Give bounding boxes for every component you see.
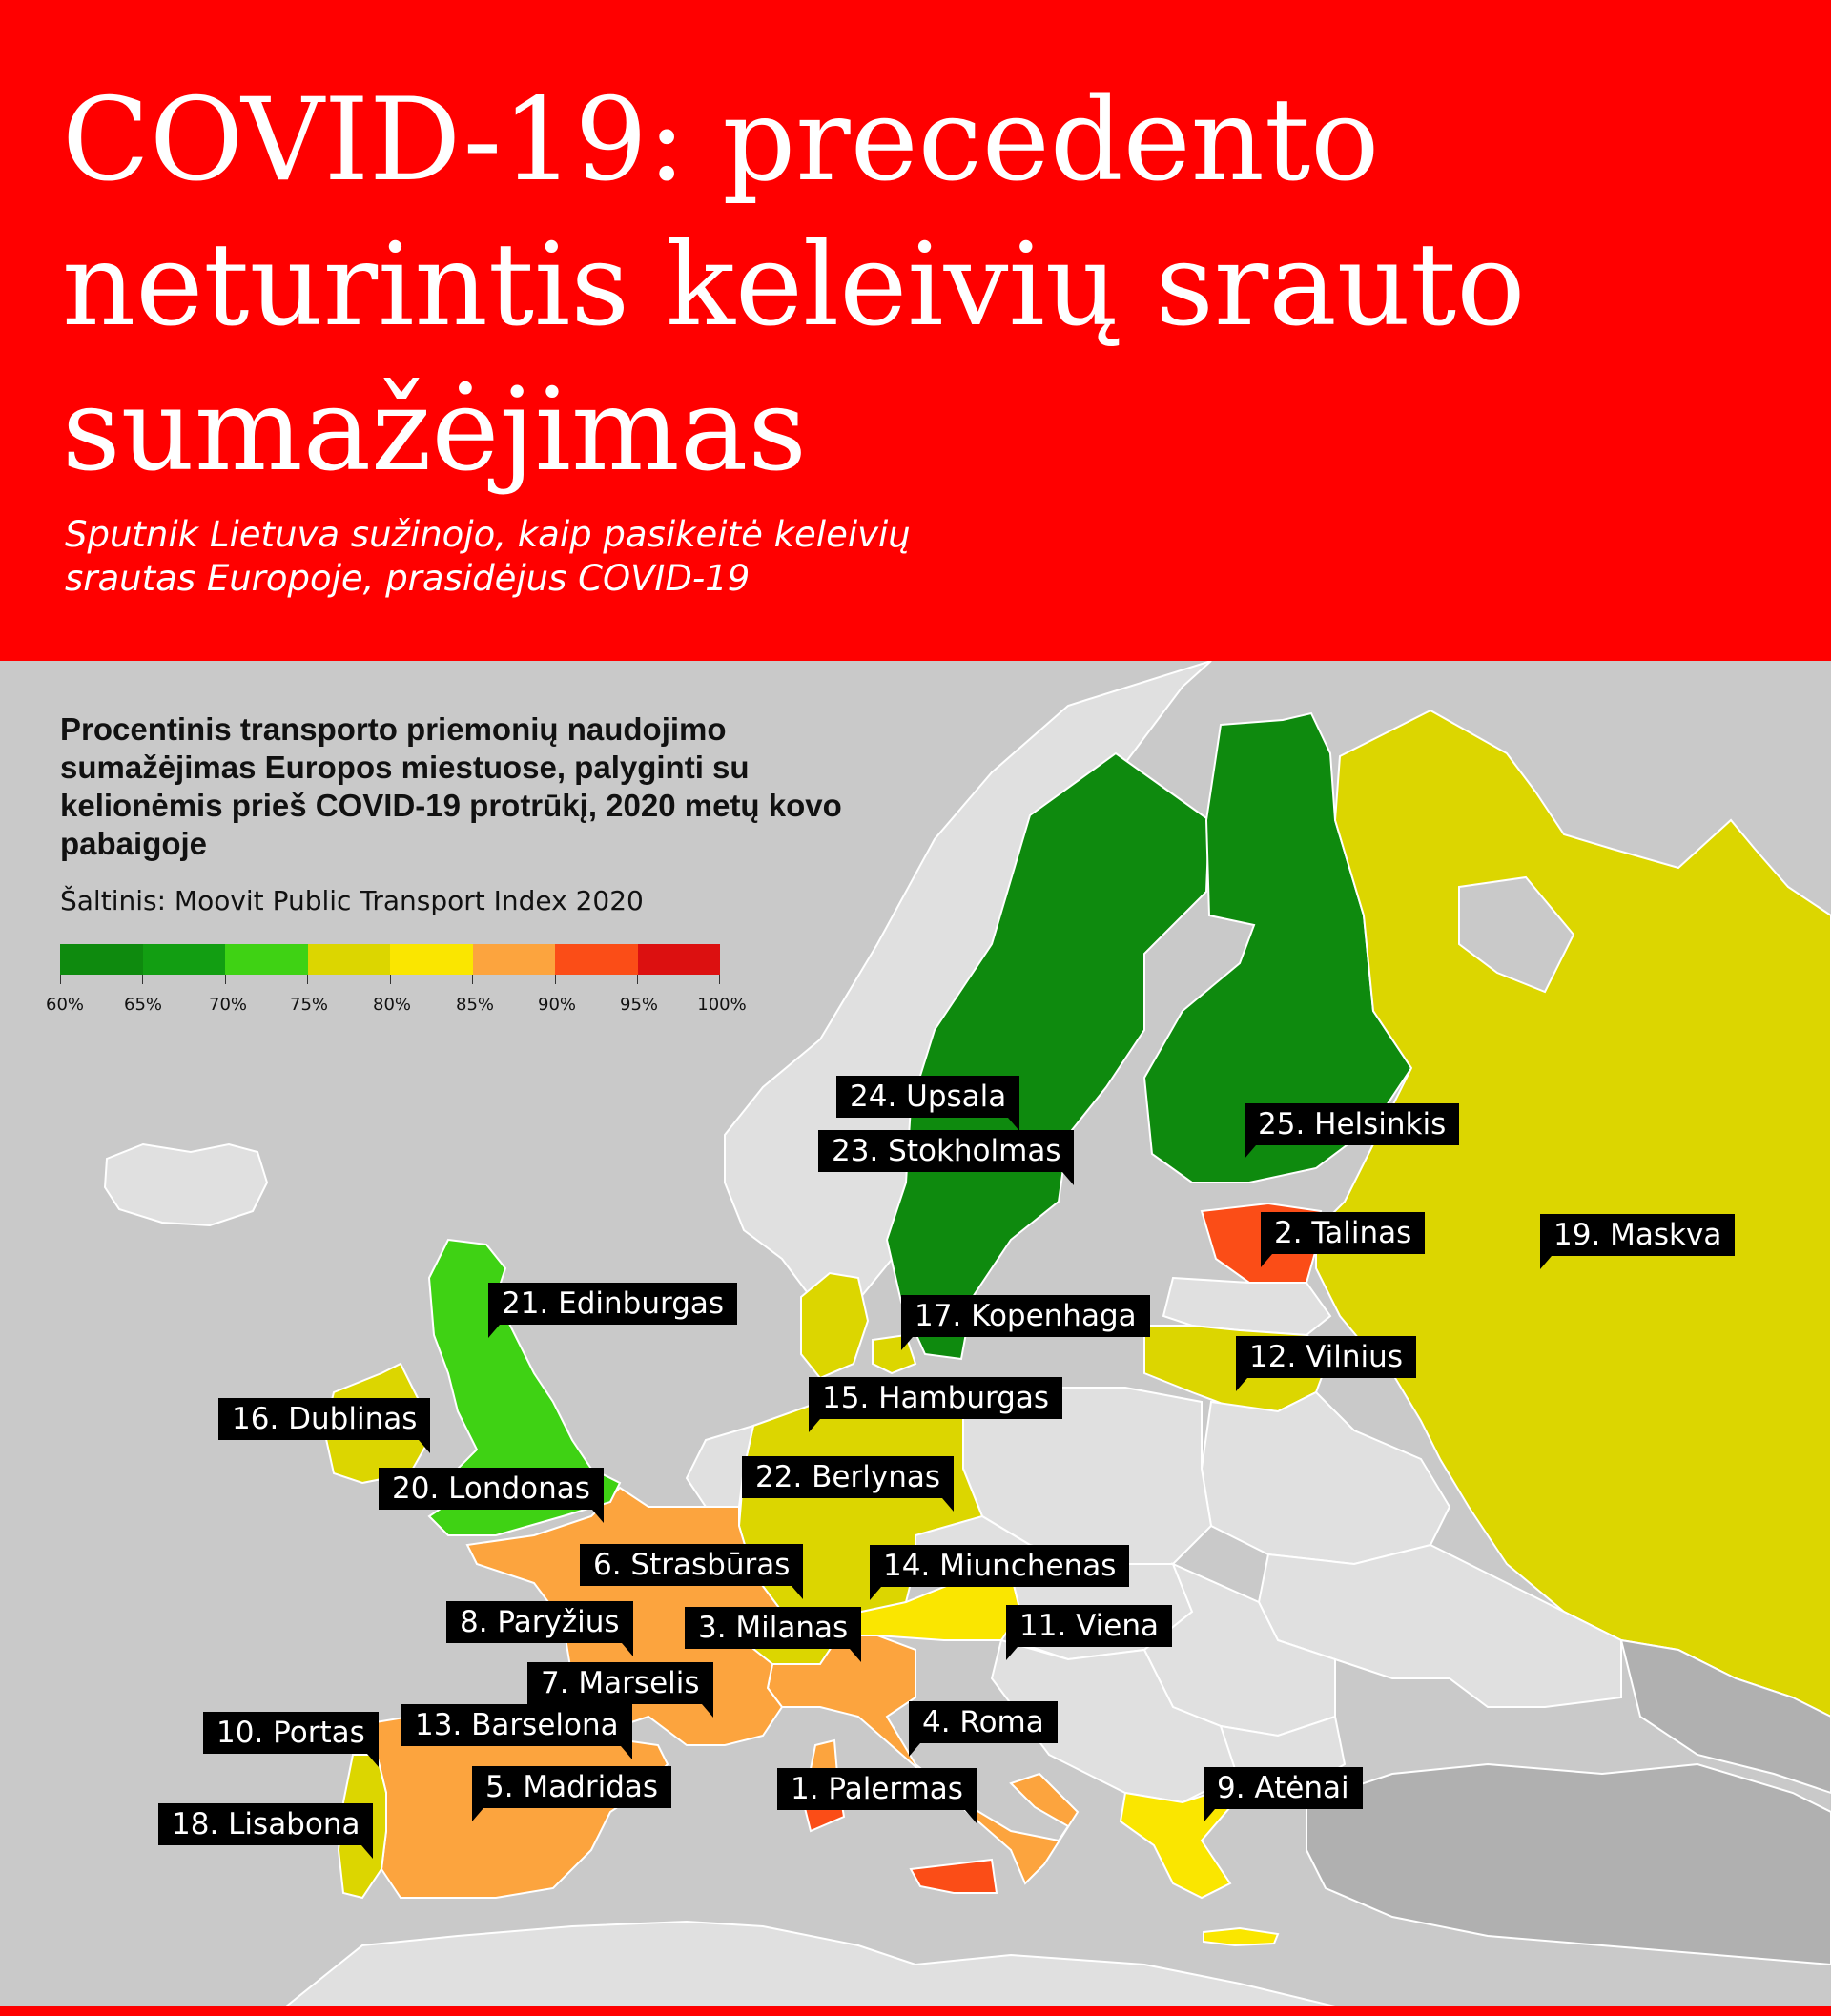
page-title: COVID-19: precedento neturintis keleivių srauto sumažėjimas (62, 74, 1526, 497)
city-label-hamburgas: 15. Hamburgas (809, 1377, 1062, 1419)
city-label-lisabona: 18. Lisabona (158, 1803, 373, 1845)
scale-tick-label: 70% (208, 995, 248, 1015)
country-belarus (1202, 1392, 1450, 1564)
city-label-helsinkis: 25. Helsinkis (1245, 1103, 1459, 1145)
tick-mark (637, 975, 638, 984)
city-label-vilnius: 12. Vilnius (1236, 1336, 1416, 1378)
scale-tick-label: 90% (537, 995, 577, 1015)
scale-tick-label: 65% (123, 995, 163, 1015)
city-label-edinburgas: 21. Edinburgas (488, 1283, 737, 1325)
color-scale-bar (60, 944, 720, 975)
scale-tick-label: 60% (45, 995, 85, 1015)
legend-source: Šaltinis: Moovit Public Transport Index 2020 (60, 885, 644, 916)
scale-segment (60, 944, 143, 975)
city-label-milanas: 3. Milanas (685, 1607, 861, 1649)
city-label-maskva: 19. Maskva (1540, 1214, 1735, 1256)
scale-segment (143, 944, 226, 975)
scale-tick-label: 85% (455, 995, 495, 1015)
tick-mark (555, 975, 556, 984)
sicily (911, 1860, 997, 1893)
city-label-dublinas: 16. Dublinas (218, 1398, 430, 1440)
scale-segment (225, 944, 308, 975)
city-label-madridas: 5. Madridas (472, 1766, 671, 1808)
city-label-stokholmas: 23. Stokholmas (818, 1130, 1074, 1172)
scale-ticks (60, 975, 720, 992)
city-label-paryzius: 8. Paryžius (446, 1601, 633, 1643)
city-label-atenai: 9. Atėnai (1204, 1767, 1363, 1809)
scale-tick-label: 80% (372, 995, 412, 1015)
scale-tick-label: 100% (697, 995, 747, 1015)
city-label-palermas: 1. Palermas (777, 1768, 977, 1810)
city-label-berlynas: 22. Berlynas (742, 1456, 954, 1498)
tick-mark (60, 975, 61, 984)
country-iceland (105, 1144, 267, 1225)
bottom-accent-line (0, 2006, 1831, 2016)
city-label-strasburas: 6. Strasbūras (580, 1544, 803, 1586)
city-label-upsala: 24. Upsala (836, 1076, 1019, 1118)
scale-tick-label: 95% (619, 995, 659, 1015)
city-label-roma: 4. Roma (909, 1701, 1058, 1743)
country-turkey (1306, 1764, 1831, 1965)
city-label-londonas: 20. Londonas (379, 1468, 604, 1510)
north-africa (286, 1922, 1335, 2006)
city-label-portas: 10. Portas (203, 1712, 379, 1754)
legend-heading: Procentinis transporto priemonių naudojimo sumažėjimas Europos miestuose, palyginti su kelionėmis prieš COVID-19 protrūkį, 2020 metų kovo pabaigoje (60, 711, 842, 861)
tick-mark (472, 975, 473, 984)
map-area (0, 661, 1831, 2016)
scale-segment (473, 944, 556, 975)
tick-mark (225, 975, 226, 984)
city-label-viena: 11. Viena (1006, 1605, 1172, 1647)
tick-mark (719, 975, 720, 984)
tick-mark (390, 975, 391, 984)
header-banner (0, 0, 1831, 661)
scale-segment (555, 944, 638, 975)
city-label-miunchenas: 14. Miunchenas (870, 1545, 1129, 1587)
tick-mark (142, 975, 143, 984)
scale-tick-label: 75% (289, 995, 329, 1015)
scale-segment (390, 944, 473, 975)
scale-segment (638, 944, 721, 975)
crete (1204, 1928, 1278, 1945)
city-label-marselis: 7. Marselis (527, 1662, 713, 1704)
city-label-talinas: 2. Talinas (1261, 1212, 1425, 1254)
city-label-barselona: 13. Barselona (401, 1704, 632, 1746)
country-denmark (801, 1273, 868, 1378)
page-subtitle: Sputnik Lietuva sužinojo, kaip pasikeitė keleivių srautas Europoje, prasidėjus COVID-19 (65, 514, 911, 599)
scale-segment (308, 944, 391, 975)
city-label-kopenhaga: 17. Kopenhaga (901, 1295, 1150, 1337)
tick-mark (307, 975, 308, 984)
